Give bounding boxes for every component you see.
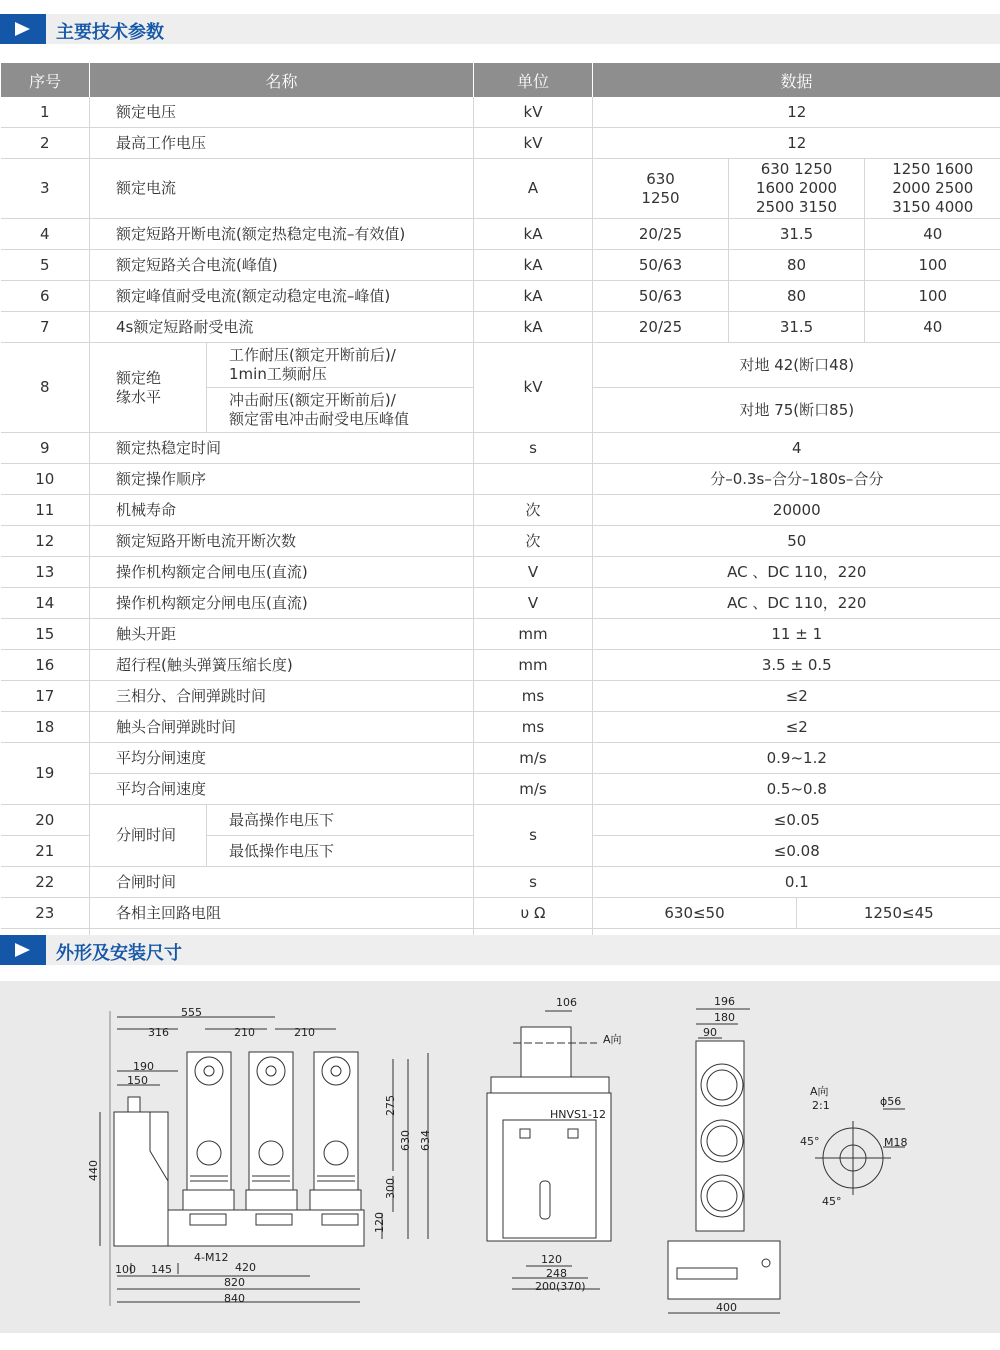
section-header-specs bbox=[0, 14, 1000, 44]
cell-value: 40 bbox=[865, 219, 1000, 250]
cell-value: 对地 75(断口85) bbox=[593, 388, 1000, 433]
cell-name: 三相分、合闸弹跳时间 bbox=[90, 681, 474, 712]
cell-value: 分–0.3s–合分–180s–合分 bbox=[593, 464, 1000, 495]
cell-value: 3.5 ± 0.5 bbox=[593, 650, 1000, 681]
table-row bbox=[1, 619, 1000, 650]
cell-no: 4 bbox=[1, 219, 90, 250]
table-row bbox=[1, 433, 1000, 464]
cell-value: 80 bbox=[729, 281, 865, 312]
cell-name: 分闸时间 bbox=[90, 805, 207, 867]
cell-no: 5 bbox=[1, 250, 90, 281]
cell-value: 50 bbox=[593, 526, 1000, 557]
cell-name: 额定电流 bbox=[90, 159, 474, 219]
cell-no: 11 bbox=[1, 495, 90, 526]
cell-name: 额定短路开断电流(额定热稳定电流–有效值) bbox=[90, 219, 474, 250]
cell-value: 12 bbox=[593, 97, 1000, 128]
cell-name: 额定电压 bbox=[90, 97, 474, 128]
dim-label: 180 bbox=[714, 1011, 735, 1024]
bolt-label: 4-M12 bbox=[194, 1251, 229, 1264]
table-row bbox=[1, 219, 1000, 250]
dim-label: 190 bbox=[133, 1060, 154, 1073]
cell-value: 20/25 bbox=[593, 312, 729, 343]
drawing-canvas bbox=[0, 981, 1000, 1333]
dim-label: 210 bbox=[234, 1026, 255, 1039]
dim-label: 106 bbox=[556, 996, 577, 1009]
cell-value: 4 bbox=[593, 433, 1000, 464]
cell-unit: V bbox=[474, 557, 593, 588]
dimension-drawing bbox=[0, 981, 1000, 1333]
cell-no: 15 bbox=[1, 619, 90, 650]
cell-no: 17 bbox=[1, 681, 90, 712]
cell-no: 8 bbox=[1, 343, 90, 433]
cell-value: 11 ± 1 bbox=[593, 619, 1000, 650]
cell-name: 额定峰值耐受电流(额定动稳定电流–峰值) bbox=[90, 281, 474, 312]
cell-unit: ms bbox=[474, 681, 593, 712]
model-label: HNVS1-12 bbox=[550, 1108, 606, 1121]
dim-label: 840 bbox=[224, 1292, 245, 1305]
cell-no: 19 bbox=[1, 743, 90, 805]
cell-value: AC 、DC 110，220 bbox=[593, 588, 1000, 619]
table-row bbox=[1, 712, 1000, 743]
table-row bbox=[1, 281, 1000, 312]
dim-label: 630 bbox=[399, 1130, 412, 1151]
cell-unit: ms bbox=[474, 712, 593, 743]
dim-label: M18 bbox=[884, 1136, 908, 1149]
table-row bbox=[1, 312, 1000, 343]
header-unit: 单位 bbox=[474, 63, 593, 97]
table-row bbox=[1, 774, 1000, 805]
dim-label: ϕ56 bbox=[880, 1095, 902, 1108]
section-title: 外形及安装尺寸 bbox=[56, 943, 182, 964]
cell-name: 机械寿命 bbox=[90, 495, 474, 526]
cell-unit: kA bbox=[474, 250, 593, 281]
dim-label: 120 bbox=[541, 1253, 562, 1266]
cell-unit: s bbox=[474, 867, 593, 898]
cell-unit bbox=[474, 464, 593, 495]
cell-unit: mm bbox=[474, 650, 593, 681]
cell-name: 额定操作顺序 bbox=[90, 464, 474, 495]
play-arrow-icon bbox=[0, 14, 46, 44]
cell-unit: kA bbox=[474, 281, 593, 312]
dim-label: 90 bbox=[703, 1026, 717, 1039]
cell-subname: 工作耐压(额定开断前后)/ 1min工频耐压 bbox=[207, 343, 474, 388]
header-no: 序号 bbox=[1, 63, 90, 97]
angle-label: 45° bbox=[822, 1195, 842, 1208]
cell-no: 9 bbox=[1, 433, 90, 464]
cell-value: 630 1250 bbox=[593, 159, 729, 219]
cell-subname: 最高操作电压下 bbox=[207, 805, 474, 836]
table-header-row bbox=[1, 63, 1000, 97]
cell-no: 2 bbox=[1, 128, 90, 159]
table-row bbox=[1, 128, 1000, 159]
cell-name: 平均分闸速度 bbox=[90, 743, 474, 774]
cell-subname: 冲击耐压(额定开断前后)/ 额定雷电冲击耐受电压峰值 bbox=[207, 388, 474, 433]
dim-label: 248 bbox=[546, 1267, 567, 1280]
cell-unit: m/s bbox=[474, 774, 593, 805]
play-arrow-icon bbox=[0, 935, 46, 965]
cell-value: AC 、DC 110，220 bbox=[593, 557, 1000, 588]
cell-value: ≤0.08 bbox=[593, 836, 1000, 867]
cell-unit: kV bbox=[474, 128, 593, 159]
cell-unit: kV bbox=[474, 97, 593, 128]
dim-label: 210 bbox=[294, 1026, 315, 1039]
cell-value: ≤2 bbox=[593, 681, 1000, 712]
cell-value: 1250≤45 bbox=[797, 898, 1000, 929]
table-row bbox=[1, 343, 1000, 388]
cell-value: ≤0.05 bbox=[593, 805, 1000, 836]
cell-unit: s bbox=[474, 805, 593, 867]
cell-no: 1 bbox=[1, 97, 90, 128]
cell-value: 100 bbox=[865, 250, 1000, 281]
cell-unit: m/s bbox=[474, 743, 593, 774]
cell-no: 10 bbox=[1, 464, 90, 495]
table-row bbox=[1, 557, 1000, 588]
dim-label: 820 bbox=[224, 1276, 245, 1289]
cell-no: 23 bbox=[1, 898, 90, 929]
cell-value: 40 bbox=[865, 312, 1000, 343]
cell-name: 4s额定短路耐受电流 bbox=[90, 312, 474, 343]
dim-label: 145 bbox=[151, 1263, 172, 1276]
cell-value: 100 bbox=[865, 281, 1000, 312]
angle-label: 45° bbox=[800, 1135, 820, 1148]
cell-no: 3 bbox=[1, 159, 90, 219]
cell-name: 超行程(触头弹簧压缩长度) bbox=[90, 650, 474, 681]
cell-no: 13 bbox=[1, 557, 90, 588]
dim-label: 440 bbox=[87, 1160, 100, 1181]
cell-value: 20/25 bbox=[593, 219, 729, 250]
table-row bbox=[1, 97, 1000, 128]
cell-unit: 次 bbox=[474, 526, 593, 557]
detail-title: A向 bbox=[810, 1085, 829, 1098]
front-view bbox=[100, 1011, 428, 1306]
cell-value: 0.1 bbox=[593, 867, 1000, 898]
cell-value: 对地 42(断口48) bbox=[593, 343, 1000, 388]
cell-value: 31.5 bbox=[729, 312, 865, 343]
dim-label: 300 bbox=[384, 1178, 397, 1199]
dim-label: 400 bbox=[716, 1301, 737, 1314]
cell-no: 18 bbox=[1, 712, 90, 743]
table-row bbox=[1, 805, 1000, 836]
side-view bbox=[487, 1011, 611, 1289]
cell-value: 12 bbox=[593, 128, 1000, 159]
cell-subname: 最低操作电压下 bbox=[207, 836, 474, 867]
cell-value: ≤2 bbox=[593, 712, 1000, 743]
cell-no: 21 bbox=[1, 836, 90, 867]
dim-label: 420 bbox=[235, 1261, 256, 1274]
cell-name: 额定热稳定时间 bbox=[90, 433, 474, 464]
table-row bbox=[1, 681, 1000, 712]
table-row bbox=[1, 250, 1000, 281]
dim-label: 275 bbox=[384, 1095, 397, 1116]
table-row bbox=[1, 464, 1000, 495]
top-view bbox=[668, 1009, 780, 1313]
cell-unit: υ Ω bbox=[474, 898, 593, 929]
cell-no: 16 bbox=[1, 650, 90, 681]
cell-value: 0.5~0.8 bbox=[593, 774, 1000, 805]
cell-value: 50/63 bbox=[593, 250, 729, 281]
cell-no: 22 bbox=[1, 867, 90, 898]
cell-unit: V bbox=[474, 588, 593, 619]
table-row bbox=[1, 867, 1000, 898]
cell-unit: A bbox=[474, 159, 593, 219]
cell-no: 14 bbox=[1, 588, 90, 619]
table-row bbox=[1, 898, 1000, 929]
header-name: 名称 bbox=[90, 63, 474, 97]
cell-value: 1250 1600 2000 2500 3150 4000 bbox=[865, 159, 1000, 219]
table-row bbox=[1, 495, 1000, 526]
cell-name: 触头合闸弹跳时间 bbox=[90, 712, 474, 743]
cell-unit: 次 bbox=[474, 495, 593, 526]
cell-no: 20 bbox=[1, 805, 90, 836]
table-row bbox=[1, 159, 1000, 219]
cell-value: 31.5 bbox=[729, 219, 865, 250]
detail-view-a bbox=[815, 1109, 905, 1195]
cell-name: 操作机构额定合闸电压(直流) bbox=[90, 557, 474, 588]
view-label: A向 bbox=[603, 1033, 622, 1046]
dim-label: 200(370) bbox=[535, 1280, 586, 1293]
cell-name: 额定短路开断电流开断次数 bbox=[90, 526, 474, 557]
cell-value: 20000 bbox=[593, 495, 1000, 526]
cell-value: 630 1250 1600 2000 2500 3150 bbox=[729, 159, 865, 219]
table-row bbox=[1, 650, 1000, 681]
cell-unit: s bbox=[474, 433, 593, 464]
dim-label: 100 bbox=[115, 1263, 136, 1276]
cell-name: 操作机构额定分闸电压(直流) bbox=[90, 588, 474, 619]
cell-name: 各相主回路电阻 bbox=[90, 898, 474, 929]
cell-unit: kA bbox=[474, 219, 593, 250]
dim-label: 316 bbox=[148, 1026, 169, 1039]
table-row bbox=[1, 526, 1000, 557]
dim-label: 634 bbox=[419, 1130, 432, 1151]
cell-name: 平均合闸速度 bbox=[90, 774, 474, 805]
cell-name: 触头开距 bbox=[90, 619, 474, 650]
cell-unit: mm bbox=[474, 619, 593, 650]
cell-name: 最高工作电压 bbox=[90, 128, 474, 159]
table-row bbox=[1, 588, 1000, 619]
section-header-dimensions bbox=[0, 935, 1000, 965]
cell-no: 7 bbox=[1, 312, 90, 343]
table-row bbox=[1, 743, 1000, 774]
dim-label: 150 bbox=[127, 1074, 148, 1087]
cell-value: 80 bbox=[729, 250, 865, 281]
dim-label: 120 bbox=[373, 1212, 386, 1233]
dim-label: 196 bbox=[714, 995, 735, 1008]
cell-name: 额定绝 缘水平 bbox=[90, 343, 207, 433]
cell-value: 630≤50 bbox=[593, 898, 797, 929]
header-data: 数据 bbox=[593, 63, 1000, 97]
cell-unit: kV bbox=[474, 343, 593, 433]
cell-name: 合闸时间 bbox=[90, 867, 474, 898]
cell-name: 额定短路关合电流(峰值) bbox=[90, 250, 474, 281]
cell-no: 12 bbox=[1, 526, 90, 557]
section-title: 主要技术参数 bbox=[56, 22, 164, 43]
cell-unit: kA bbox=[474, 312, 593, 343]
cell-no: 6 bbox=[1, 281, 90, 312]
cell-value: 50/63 bbox=[593, 281, 729, 312]
dim-label: 555 bbox=[181, 1006, 202, 1019]
detail-scale: 2:1 bbox=[812, 1099, 830, 1112]
spec-table bbox=[0, 63, 1000, 960]
cell-value: 0.9~1.2 bbox=[593, 743, 1000, 774]
